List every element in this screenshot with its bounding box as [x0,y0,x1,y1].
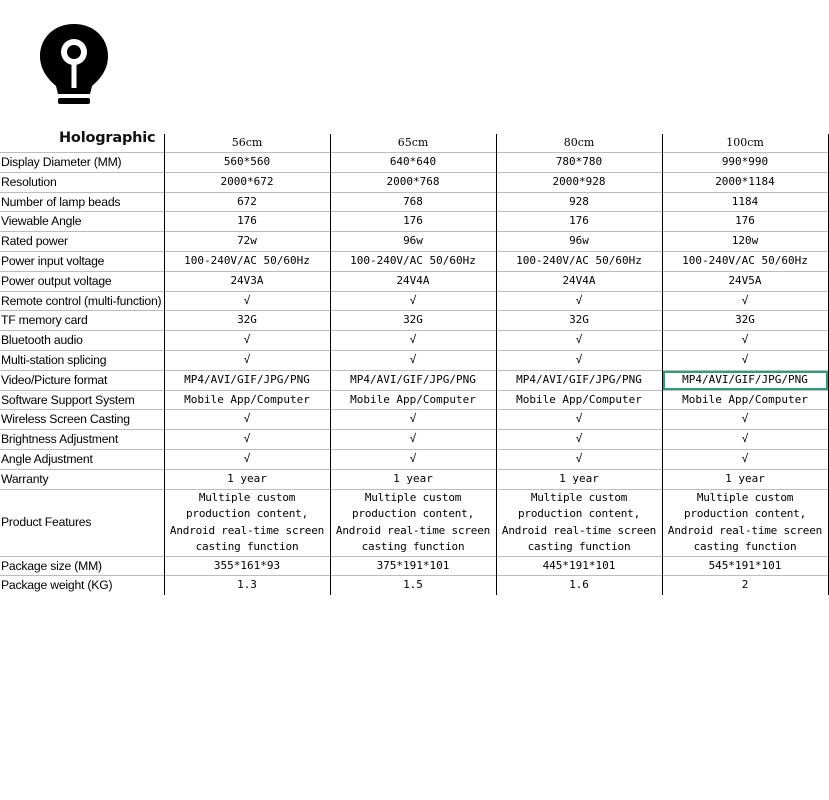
table-cell: 72w [164,232,330,252]
table-cell: MP4/AVI/GIF/JPG/PNG [164,370,330,390]
row-label: Remote control (multi-function) [0,291,164,311]
column-header: 100cm [662,134,828,153]
table-cell: 640*640 [330,153,496,173]
table-cell: 1 year [662,469,828,489]
row-label: Warranty [0,469,164,489]
table-cell: √ [330,410,496,430]
table-cell: √ [662,410,828,430]
table-cell: 24V3A [164,271,330,291]
spec-table-grid [0,134,829,595]
table-row [0,232,828,252]
table-row [0,172,828,192]
table-cell: 780*780 [496,153,662,173]
table-cell: 375*191*101 [330,556,496,576]
table-cell: 120w [662,232,828,252]
table-cell: 445*191*101 [496,556,662,576]
table-row [0,410,828,430]
table-cell: √ [496,350,662,370]
table-cell: √ [330,331,496,351]
table-row [0,449,828,469]
table-cell: √ [330,449,496,469]
column-header: 65cm [330,134,496,153]
table-cell: √ [662,291,828,311]
table-cell: 355*161*93 [164,556,330,576]
row-label: Package weight (KG) [0,576,164,595]
brand-logo [30,22,156,146]
table-cell: 32G [662,311,828,331]
row-label: Viewable Angle [0,212,164,232]
table-cell: √ [330,291,496,311]
table-cell: 1.3 [164,576,330,595]
table-row [0,370,828,390]
table-cell: √ [330,350,496,370]
selected-cell[interactable]: MP4/AVI/GIF/JPG/PNG [662,370,828,390]
table-row [0,469,828,489]
table-cell: 1 year [330,469,496,489]
table-cell: 32G [496,311,662,331]
table-cell: 2 [662,576,828,595]
table-cell: √ [496,430,662,450]
row-label: Multi-station splicing [0,350,164,370]
table-cell: 928 [496,192,662,212]
table-row [0,251,828,271]
row-label: Product Features [0,489,164,556]
table-cell: Multiple custom production content, Android real-time screen casting function [330,489,496,556]
table-cell: √ [662,331,828,351]
table-cell: √ [164,410,330,430]
table-cell: 1.6 [496,576,662,595]
row-label: Brightness Adjustment [0,430,164,450]
table-cell: √ [496,291,662,311]
table-cell: √ [662,350,828,370]
table-cell: 1.5 [330,576,496,595]
table-cell: 2000*1184 [662,172,828,192]
table-cell: 2000*768 [330,172,496,192]
column-header: 56cm [164,134,330,153]
table-cell: 24V4A [330,271,496,291]
table-row [0,311,828,331]
table-cell: 176 [662,212,828,232]
table-header-row [0,134,828,153]
table-cell: Multiple custom production content, Android real-time screen casting function [662,489,828,556]
table-cell: MP4/AVI/GIF/JPG/PNG [496,370,662,390]
table-cell: Mobile App/Computer [164,390,330,410]
table-cell: 24V5A [662,271,828,291]
row-label: Angle Adjustment [0,449,164,469]
table-cell: 24V4A [496,271,662,291]
column-header: 80cm [496,134,662,153]
table-row [0,271,828,291]
table-cell: √ [164,430,330,450]
table-cell: √ [496,410,662,430]
table-cell: 1184 [662,192,828,212]
table-cell: 2000*672 [164,172,330,192]
table-cell: 176 [496,212,662,232]
row-label: Power output voltage [0,271,164,291]
row-label: Package size (MM) [0,556,164,576]
row-label: Bluetooth audio [0,331,164,351]
table-cell: MP4/AVI/GIF/JPG/PNG [330,370,496,390]
table-cell: √ [662,430,828,450]
table-cell: 32G [164,311,330,331]
table-cell: 100-240V/AC 50/60Hz [662,251,828,271]
table-cell: 32G [330,311,496,331]
row-label: TF memory card [0,311,164,331]
table-cell: 560*560 [164,153,330,173]
lightbulb-ring-icon [36,22,112,108]
table-cell: 2000*928 [496,172,662,192]
table-cell: 990*990 [662,153,828,173]
table-cell: √ [164,350,330,370]
row-label: Wireless Screen Casting [0,410,164,430]
table-cell: Multiple custom production content, Android real-time screen casting function [496,489,662,556]
table-cell: Multiple custom production content, Android real-time screen casting function [164,489,330,556]
header-corner-cell [0,134,164,153]
table-cell: 672 [164,192,330,212]
spec-table [0,134,823,595]
table-cell: 100-240V/AC 50/60Hz [330,251,496,271]
table-cell: √ [164,291,330,311]
row-label: Software Support System [0,390,164,410]
table-cell: 100-240V/AC 50/60Hz [496,251,662,271]
table-cell: 100-240V/AC 50/60Hz [164,251,330,271]
table-row [0,390,828,410]
table-row [0,291,828,311]
table-cell: Mobile App/Computer [330,390,496,410]
table-cell: √ [164,331,330,351]
table-cell: 176 [330,212,496,232]
row-label: Rated power [0,232,164,252]
table-cell: √ [496,449,662,469]
table-row [0,556,828,576]
row-label: Video/Picture format [0,370,164,390]
table-cell: 768 [330,192,496,212]
table-row [0,331,828,351]
table-cell: Mobile App/Computer [496,390,662,410]
table-cell: √ [164,449,330,469]
table-cell: √ [496,331,662,351]
row-label: Number of lamp beads [0,192,164,212]
table-row [0,192,828,212]
row-label: Power input voltage [0,251,164,271]
table-row [0,576,828,595]
table-cell: 96w [330,232,496,252]
table-cell: √ [330,430,496,450]
table-row [0,430,828,450]
table-cell: 545*191*101 [662,556,828,576]
table-row [0,212,828,232]
table-row [0,153,828,173]
table-cell: 176 [164,212,330,232]
table-cell: 96w [496,232,662,252]
table-row [0,489,828,556]
row-label: Resolution [0,172,164,192]
table-cell: 1 year [496,469,662,489]
brand-name: Holographic [59,130,156,146]
row-label: Display Diameter (MM) [0,153,164,173]
table-cell: 1 year [164,469,330,489]
table-cell: Mobile App/Computer [662,390,828,410]
table-cell: √ [662,449,828,469]
table-row [0,350,828,370]
